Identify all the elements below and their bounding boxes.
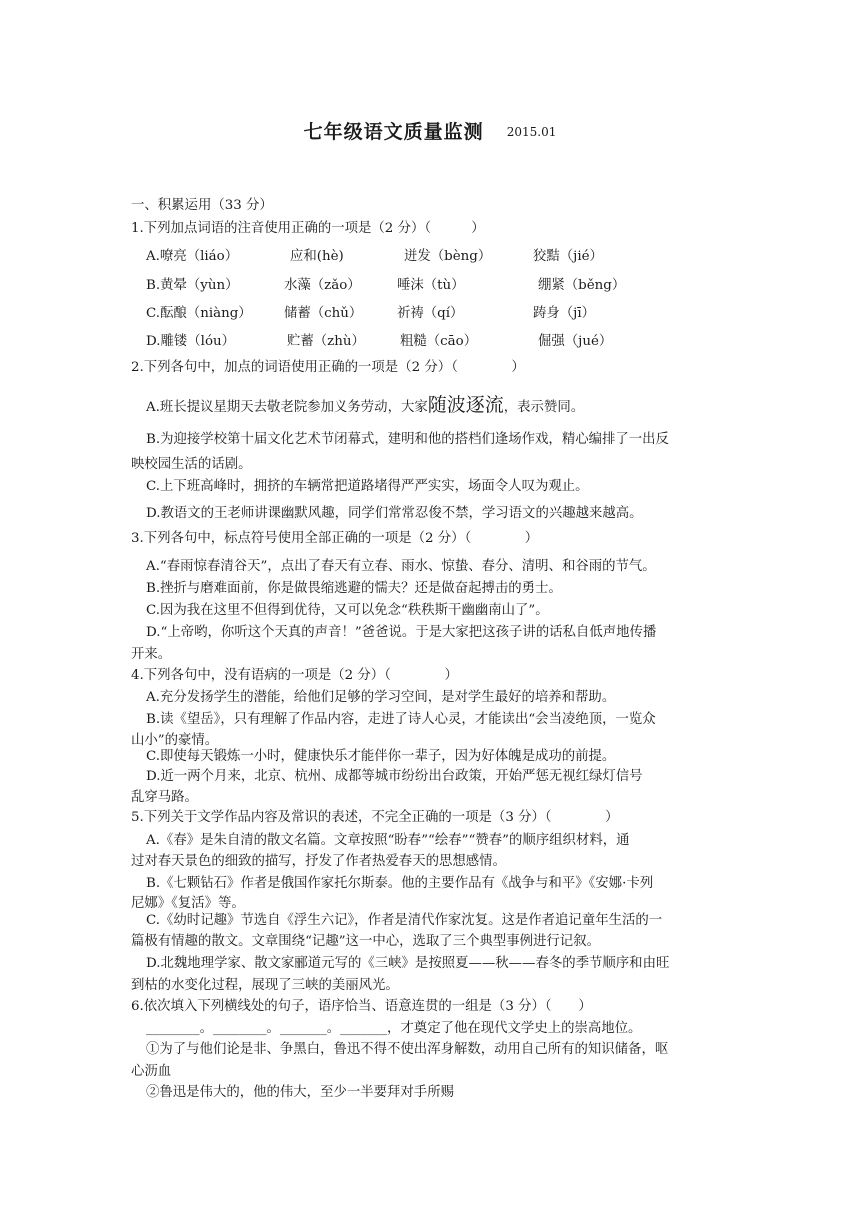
q6-blanks-line: ________。________。_______。_______，才奠定了他在现代文学史上的崇高地位。 [146, 1021, 642, 1036]
q1-option-a-4: 狡黠（jié） [533, 249, 603, 264]
section-heading: 一、积累运用（33 分） [131, 198, 273, 213]
question-6-stem: 6.依次填入下列横线处的句子，语序恰当、语意连贯的一组是（3 分）（ ） [131, 999, 592, 1014]
q2-option-c: C.上下班高峰时，拥挤的车辆常把道路堵得严严实实，场面令人叹为观止。 [146, 479, 589, 494]
q5-option-b-line2: 尼娜》《复活》等。 [131, 896, 245, 911]
page-title: 七年级语文质量监测 [303, 121, 484, 143]
q1-option-b-2: 水藻（zǎo） [284, 278, 361, 293]
q1-option-b-1: B.黄晕（yùn） [146, 278, 239, 293]
q5-option-d-line1: D.北魏地理学家、散文家郦道元写的《三峡》是按照夏——秋——春冬的季节顺序和由旺 [146, 956, 670, 971]
q6-item-1-line1: ①为了与他们论是非、争黑白，鲁迅不得不使出浑身解数，动用自己所有的知识储备，呕 [146, 1042, 669, 1057]
question-2-stem: 2.下列各句中，加点的词语使用正确的一项是（2 分）（ ） [131, 360, 525, 375]
q3-option-a: A.“春雨惊春清谷天”，点出了春天有立春、雨水、惊蛰、春分、清明、和谷雨的节气。 [146, 559, 656, 574]
q6-item-2: ②鲁迅是伟大的，他的伟大，至少一半要拜对手所赐 [146, 1085, 454, 1100]
q1-option-c-1: C.酝酿（niàng） [146, 306, 252, 321]
q5-option-a-line1: A.《春》是朱自清的散文名篇。文章按照“盼春”“绘春”“赞春”的顺序组织材料，通 [146, 833, 630, 848]
question-1-stem: 1.下列加点词语的注音使用正确的一项是（2 分）（ ） [131, 221, 485, 236]
q1-option-d-3: 粗糙（cāo） [400, 334, 478, 349]
q4-option-b-line2: 山小”的豪情。 [131, 733, 219, 748]
q2-option-b-line1: B.为迎接学校第十届文化艺术节闭幕式，建明和他的搭档们逢场作戏，精心编排了一出反 [146, 432, 669, 447]
q2-option-a-end: ，表示赞同。 [503, 400, 585, 415]
q4-option-b-line1: B.读《望岳》，只有理解了作品内容，走进了诗人心灵，才能读出“会当凌绝顶，一览众 [146, 712, 656, 727]
q1-option-c-3: 祈祷（qí） [397, 306, 464, 321]
q1-option-d-2: 贮蓄（zhù） [287, 334, 365, 349]
q1-option-d-1: D.雕镂（lóu） [146, 334, 236, 349]
q1-option-c-4: 踌身（jī） [533, 306, 595, 321]
q4-option-a: A.充分发扬学生的潜能，给他们足够的学习空间，是对学生最好的培养和帮助。 [146, 690, 616, 705]
q5-option-d-line2: 到枯的水变化过程，展现了三峡的美丽风光。 [131, 978, 399, 993]
q1-option-d-4: 倔强（jué） [538, 334, 613, 349]
q3-option-b: B.挫折与磨难面前，你是做畏缩逃避的懦夫？还是做奋起搏击的勇士。 [146, 581, 562, 596]
q5-option-c-line1: C.《幼时记趣》节选自《浮生六记》，作者是清代作家沈复。这是作者追记童年生活的一 [146, 913, 663, 928]
title-row [0, 117, 860, 144]
q2-option-a [146, 396, 584, 417]
q2-option-a-idiom: 随波逐流 [427, 394, 504, 416]
q1-option-b-3: 唾沫（tù） [397, 278, 465, 293]
q5-option-b-line1: B.《七颗钻石》作者是俄国作家托尔斯泰。他的主要作品有《战争与和平》《安娜·卡列 [146, 876, 654, 891]
question-4-stem: 4.下列各句中，没有语病的一项是（2 分）（ ） [131, 668, 458, 683]
q2-option-b-line2: 映校园生活的话剧。 [131, 457, 252, 472]
q3-option-c: C.因为我在这里不但得到优待，又可以免念“秩秩斯干幽幽南山了”。 [146, 603, 549, 618]
q4-option-d-line2: 乱穿马路。 [131, 790, 198, 805]
q2-option-d: D.教语文的王老师讲课幽默风趣，同学们常常忍俊不禁，学习语文的兴趣越来越高。 [146, 506, 643, 521]
q5-option-a-line2: 过对春天景色的细致的描写，抒发了作者热爱春天的思想感情。 [131, 854, 506, 869]
q4-option-d-line1: D.近一两个月来，北京、杭州、成都等城市纷纷出台政策，开始严惩无视红绿灯信号 [146, 769, 643, 784]
q4-option-c: C.即使每天锻炼一小时，健康快乐才能伴你一辈子，因为好体魄是成功的前提。 [146, 749, 616, 764]
q1-option-a-3: 迸发（bèng） [404, 249, 492, 264]
question-5-stem: 5.下列关于文学作品内容及常识的表述，不完全正确的一项是（3 分）（ ） [131, 810, 619, 825]
q1-option-a-2: 应和(hè) [290, 249, 344, 264]
q3-option-d-line1: D.“上帝哟，你听这个天真的声音！”爸爸说。于是大家把这孩子讲的话私自低声地传播 [146, 625, 657, 640]
q6-item-1-line2: 心沥血 [131, 1064, 172, 1079]
q2-option-a-text: A.班长提议星期天去敬老院参加义务劳动，大家 [146, 400, 428, 415]
q1-option-a-1: A.嘹亮（liáo） [146, 249, 239, 264]
exam-date: 2015.01 [506, 125, 557, 139]
q3-option-d-line2: 开来。 [131, 647, 172, 662]
q1-option-b-4: 绷紧（běng） [538, 278, 626, 293]
q5-option-c-line2: 篇极有情趣的散文。文章围绕“记趣”这一中心，选取了三个典型事例进行记叙。 [131, 934, 600, 949]
q1-option-c-2: 储蓄（chǔ） [284, 306, 363, 321]
question-3-stem: 3.下列各句中，标点符号使用全部正确的一项是（2 分）（ ） [131, 531, 539, 546]
